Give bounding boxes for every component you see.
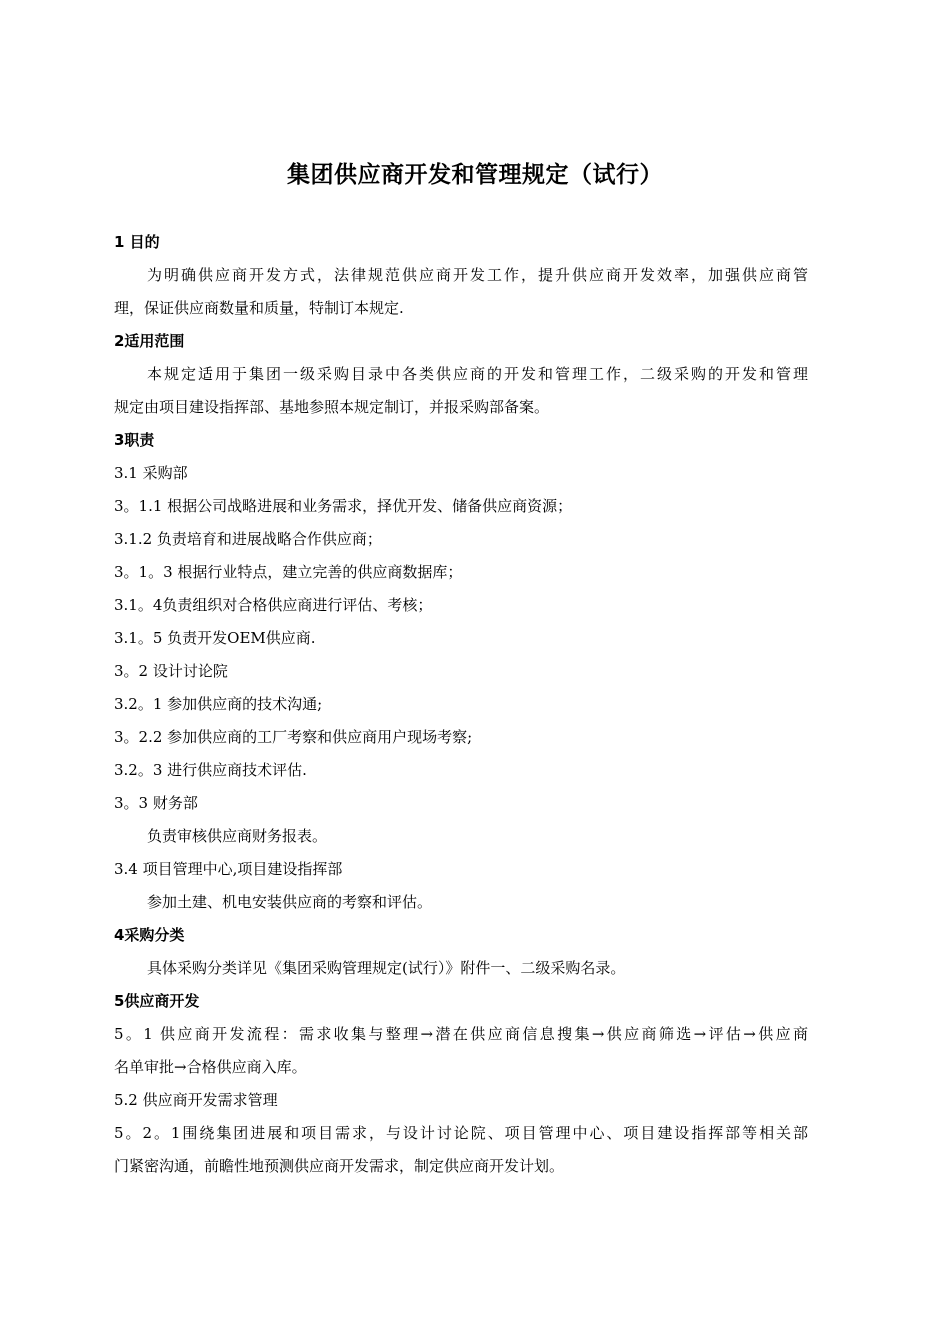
paragraph-line: 参加土建、机电安装供应商的考察和评估。 [147,893,433,911]
section-heading: 3职责 [114,431,155,449]
paragraph-line: 规定由项目建设指挥部、基地参照本规定制订，并报采购部备案。 [114,398,550,416]
paragraph-line: 3。1.1 根据公司战略进展和业务需求，择优开发、储备供应商资源； [114,497,573,515]
paragraph-line: 为明确供应商开发方式，法律规范供应商开发工作，提升供应商开发效率，加强供应商管 [147,266,808,284]
paragraph-line: 3。3 财务部 [114,794,198,812]
paragraph-line: 3.2。1 参加供应商的技术沟通; [114,695,323,713]
document-title: 集团供应商开发和管理规定（试行） [287,162,663,188]
paragraph-line: 3。2.2 参加供应商的工厂考察和供应商用户现场考察; [114,728,473,746]
paragraph-line: 本规定适用于集团一级采购目录中各类供应商的开发和管理工作，二级采购的开发和管理 [147,365,808,383]
paragraph-line: 3.1 采购部 [114,464,188,482]
paragraph-line: 门紧密沟通，前瞻性地预测供应商开发需求，制定供应商开发计划。 [114,1157,565,1175]
paragraph-line: 3.1.2 负责培育和进展战略合作供应商； [114,530,382,548]
paragraph-line: 具体采购分类详见《集团采购管理规定(试行）》附件一、二级采购名录。 [147,959,626,977]
section-heading: 2适用范围 [114,332,185,350]
paragraph-line: 3.1。4负责组织对合格供应商进行评估、考核； [114,596,433,614]
paragraph-line: 3.4 项目管理中心,项目建设指挥部 [114,860,343,878]
section-heading: 1 目的 [114,233,160,251]
paragraph-line: 3。2 设计讨论院 [114,662,228,680]
paragraph-line: 5.2 供应商开发需求管理 [114,1091,278,1109]
document-body [114,226,808,1183]
section-heading: 5供应商开发 [114,992,200,1010]
paragraph-line: 5。1 供应商开发流程：需求收集与整理→潜在供应商信息搜集→供应商筛选→评估→供应商 [114,1025,808,1043]
paragraph-line: 3。1。3 根据行业特点，建立完善的供应商数据库； [114,563,463,581]
section-heading: 4采购分类 [114,926,185,944]
paragraph-line: 负责审核供应商财务报表。 [147,827,328,845]
paragraph-line: 3.1。5 负责开发OEM供应商. [114,629,316,647]
paragraph-line: 名单审批→合格供应商入库。 [114,1058,307,1076]
paragraph-line: 5。2。1围绕集团进展和项目需求，与设计讨论院、项目管理中心、项目建设指挥部等相关部 [114,1124,808,1142]
paragraph-line: 3.2。3 进行供应商技术评估. [114,761,307,779]
paragraph-line: 理，保证供应商数量和质量，特制订本规定. [114,299,404,317]
